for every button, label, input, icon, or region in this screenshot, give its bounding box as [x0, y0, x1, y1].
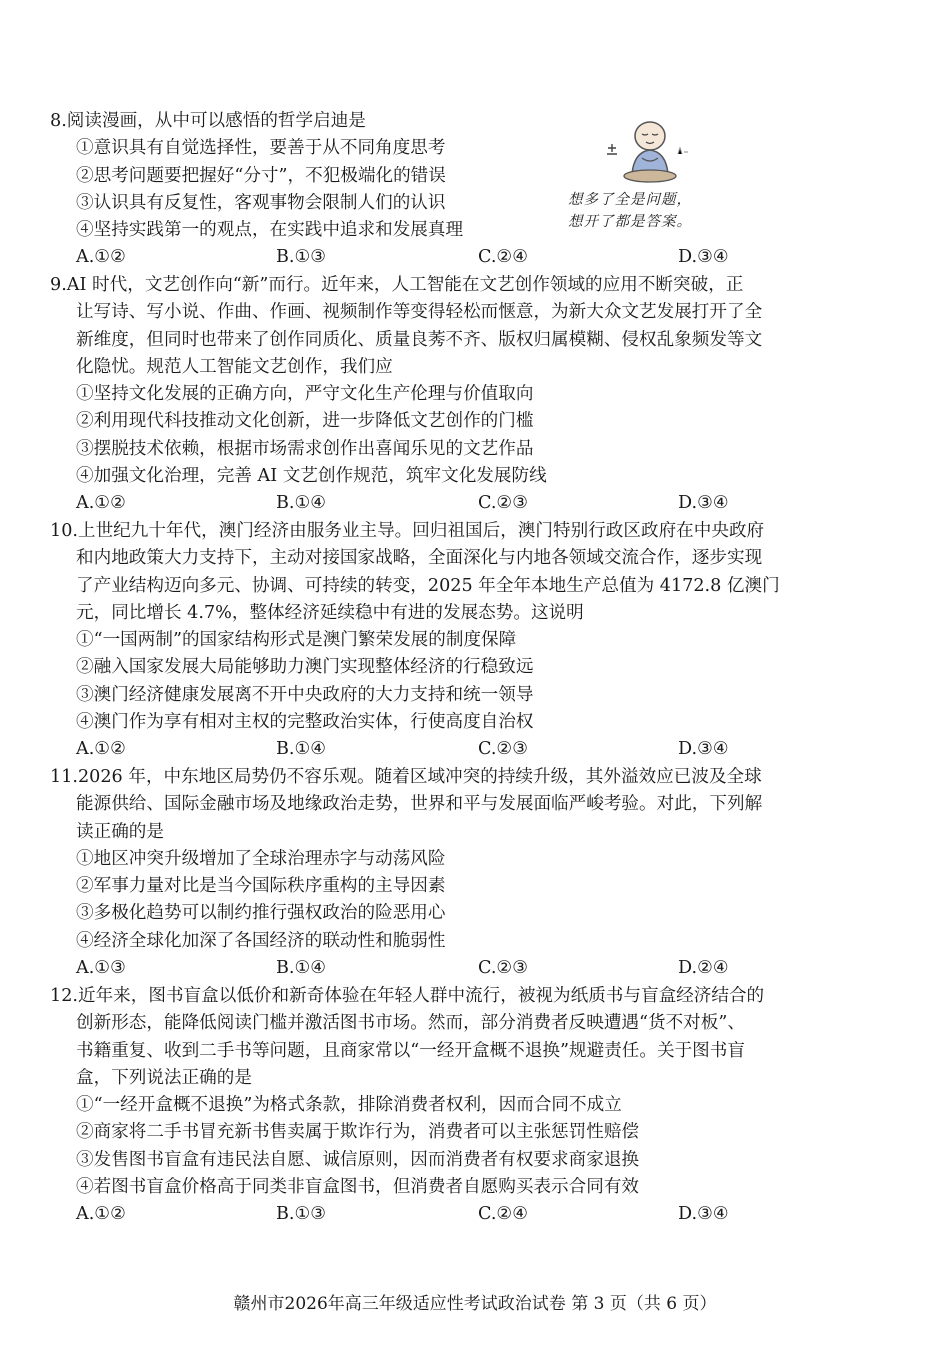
- q9-stem-line-3: 新维度，但同时也带来了创作同质化、质量良莠不齐、版权归属模糊、侵权乱象频发等文: [76, 329, 763, 350]
- comic-illustration: [560, 118, 740, 236]
- q8-option-a: A.①②: [76, 247, 126, 268]
- q10-option-c: C.②③: [478, 739, 528, 760]
- q10-item-4: ④澳门作为享有相对主权的完整政治实体，行使高度自治权: [76, 712, 534, 733]
- q10-stem-line-3: 了产业结构迈向多元、协调、可持续的转变，2025 年全年本地生产总值为 4172.8 亿澳门: [76, 575, 780, 596]
- q11-option-a: A.①③: [76, 958, 126, 979]
- q12-stem-line-2: 创新形态，能降低阅读门槛并激活图书市场。然而，部分消费者反映遭遇“货不对板”、: [76, 1013, 745, 1034]
- q11-option-d: D.②④: [678, 958, 729, 979]
- q9-stem-line-1: 9.AI 时代，文艺创作向“新”而行。近年来，人工智能在文艺创作领域的应用不断突破，正: [50, 275, 744, 295]
- question-11: [50, 764, 830, 982]
- q11-options: [50, 955, 830, 982]
- q12-option-d: D.③④: [678, 1204, 729, 1225]
- q9-option-b: B.①④: [276, 493, 327, 514]
- q8-item-4: ④坚持实践第一的观点，在实践中追求和发展真理: [76, 220, 464, 241]
- q12-item-2: ②商家将二手书冒充新书售卖属于欺诈行为，消费者可以主张惩罚性赔偿: [76, 1122, 640, 1143]
- q9-options: [50, 490, 830, 517]
- q10-stem-line-2: 和内地政策大力支持下，主动对接国家战略，全面深化与内地各领域交流合作，逐步实现: [76, 548, 763, 569]
- q10-item-3: ③澳门经济健康发展离不开中央政府的大力支持和统一领导: [76, 684, 534, 705]
- q12-stem-line-1: 12.近年来，图书盲盒以低价和新奇体验在年轻人群中流行，被视为纸质书与盲盒经济结合的: [50, 986, 765, 1006]
- q12-stem-line-4: 盒，下列说法正确的是: [76, 1067, 252, 1088]
- q9-stem-line-4: 化隐忧。规范人工智能文艺创作，我们应: [76, 356, 393, 377]
- q8-options: [50, 244, 830, 271]
- q9-stem-line-2: 让写诗、写小说、作曲、作画、视频制作等变得轻松而惬意，为新大众文艺发展打开了全: [76, 302, 763, 323]
- q10-option-a: A.①②: [76, 739, 126, 760]
- q9-item-1: ①坚持文化发展的正确方向，严守文化生产伦理与价值取向: [76, 384, 534, 405]
- q9-item-2: ②利用现代科技推动文化创新，进一步降低文艺创作的门槛: [76, 411, 534, 432]
- q8-item-2: ②思考问题要把握好“分寸”，不犯极端化的错误: [76, 165, 446, 186]
- q12-option-a: A.①②: [76, 1204, 126, 1225]
- q12-option-c: C.②④: [478, 1204, 528, 1225]
- q11-item-2: ②军事力量对比是当今国际秩序重构的主导因素: [76, 876, 446, 897]
- q9-option-d: D.③④: [678, 493, 729, 514]
- q12-stem-line-3: 书籍重复、收到二手书等问题，且商家常以“一经开盒概不退换”规避责任。关于图书盲: [76, 1040, 745, 1061]
- q10-item-1: ①“一国两制”的国家结构形式是澳门繁荣发展的制度保障: [76, 630, 517, 651]
- comic-caption-line-2: 想开了都是答案。: [568, 214, 692, 230]
- q8-option-c: C.②④: [478, 247, 528, 268]
- meditating-figure-icon: [560, 118, 740, 188]
- q8-option-b: B.①③: [276, 247, 327, 268]
- q12-options: [50, 1201, 830, 1228]
- q11-item-3: ③多极化趋势可以制约推行强权政治的险恶用心: [76, 903, 446, 924]
- q10-stem-line-4: 元，同比增长 4.7%，整体经济延续稳中有进的发展态势。这说明: [76, 602, 584, 623]
- q9-item-4: ④加强文化治理，完善 AI 文艺创作规范，筑牢文化发展防线: [76, 466, 547, 487]
- comic-caption-line-1: 想多了全是问题，: [568, 192, 692, 208]
- q12-item-4: ④若图书盲盒价格高于同类非盲盒图书，但消费者自愿购买表示合同有效: [76, 1177, 640, 1198]
- q8-stem: 8.阅读漫画，从中可以感悟的哲学启迪是: [50, 111, 366, 131]
- q11-option-c: C.②③: [478, 958, 528, 979]
- question-12: [50, 983, 830, 1229]
- q12-item-3: ③发售图书盲盒有违民法自愿、诚信原则，因而消费者有权要求商家退换: [76, 1149, 640, 1170]
- q11-item-4: ④经济全球化加深了各国经济的联动性和脆弱性: [76, 930, 446, 951]
- q9-item-3: ③摆脱技术依赖，根据市场需求创作出喜闻乐见的文艺作品: [76, 438, 534, 459]
- question-10: [50, 518, 830, 764]
- q8-item-1: ①意识具有自觉选择性，要善于从不同角度思考: [76, 138, 446, 159]
- q8-option-d: D.③④: [678, 247, 729, 268]
- q10-option-b: B.①④: [276, 739, 327, 760]
- q10-stem-line-1: 10.上世纪九十年代，澳门经济由服务业主导。回归祖国后，澳门特别行政区政府在中央政府: [50, 521, 765, 541]
- q12-option-b: B.①③: [276, 1204, 327, 1225]
- q11-item-1: ①地区冲突升级增加了全球治理赤字与动荡风险: [76, 848, 446, 869]
- q11-option-b: B.①④: [276, 958, 327, 979]
- q11-stem-line-1: 11.2026 年，中东地区局势仍不容乐观。随着区域冲突的持续升级，其外溢效应已波及全球: [50, 767, 762, 787]
- q10-item-2: ②融入国家发展大局能够助力澳门实现整体经济的行稳致远: [76, 657, 534, 678]
- q12-item-1: ①“一经开盒概不退换”为格式条款，排除消费者权利，因而合同不成立: [76, 1095, 622, 1116]
- q8-item-3: ③认识具有反复性，客观事物会限制人们的认识: [76, 192, 446, 213]
- q11-stem-line-2: 能源供给、国际金融市场及地缘政治走势，世界和平与发展面临严峻考验。对此，下列解: [76, 794, 763, 815]
- q10-options: [50, 736, 830, 763]
- q9-option-c: C.②③: [478, 493, 528, 514]
- q10-option-d: D.③④: [678, 739, 729, 760]
- q9-option-a: A.①②: [76, 493, 126, 514]
- question-9: [50, 272, 830, 518]
- q11-stem-line-3: 读正确的是: [76, 821, 164, 842]
- page-footer: 赣州市2026年高三年级适应性考试政治试卷 第 3 页（共 6 页）: [233, 1294, 717, 1314]
